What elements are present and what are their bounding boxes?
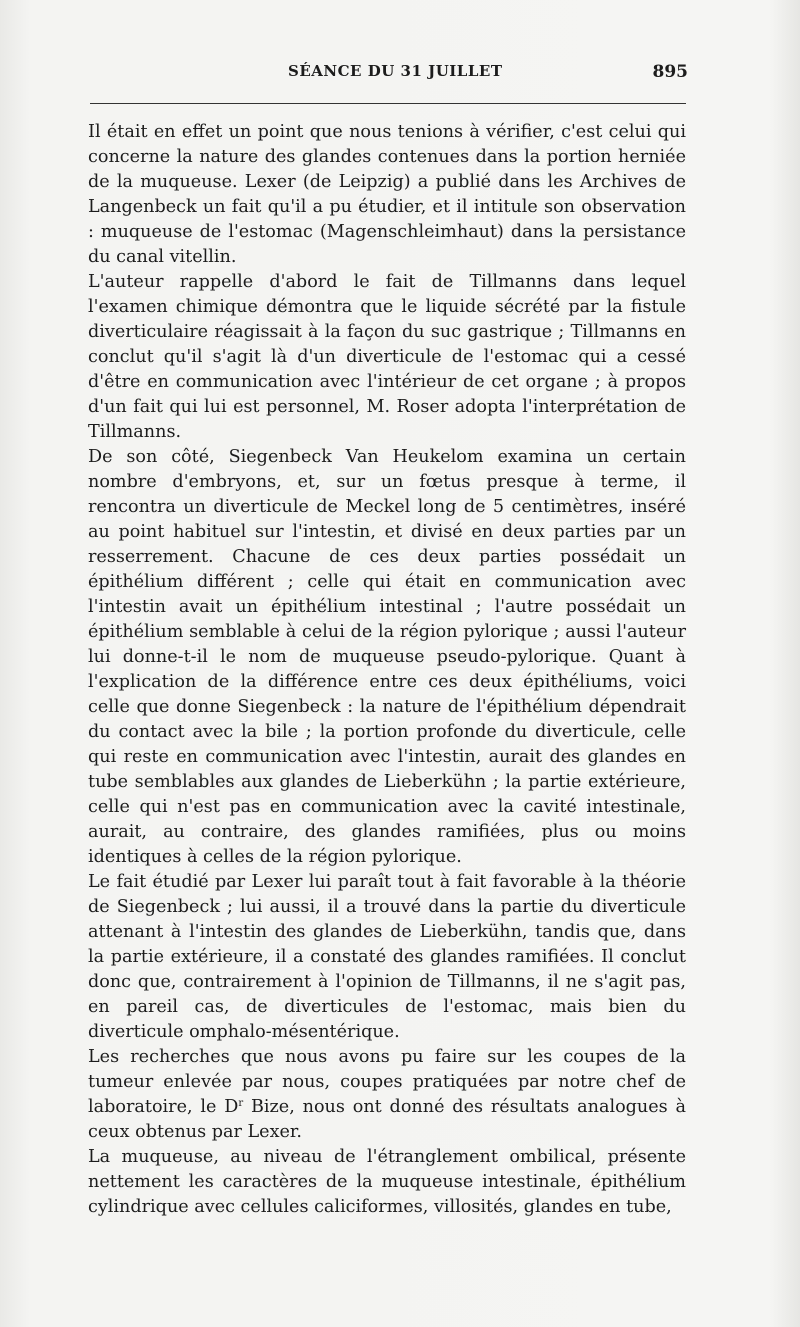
paragraph: Le fait étudié par Lexer lui paraît tout à fait favorable à la théorie de Siegenbeck ; lui aussi, il a trouvé dans la partie du diverticule attenant à l'intestin des glandes de Lieberkühn, tandis que, dans la partie extérieure, il a constaté des glandes ramifiées. Il conclut donc que, contrairement à l'opinion de Tillmanns, il ne s'agit pas, en pareil cas, de diverticules de l'estomac, mais bien du diverticule omphalo-mésentérique.: [88, 872, 686, 1042]
running-head: [88, 62, 688, 88]
paragraph: De son côté, Siegenbeck Van Heukelom examina un certain nombre d'embryons, et, sur un fœtus presque à terme, il rencontra un diverticule de Meckel long de 5 centimètres, inséré au point habituel sur l'intestin, et divisé en deux parties par un resserrement. Chacune de ces deux parties possédait un épithélium différent ; celle qui était en communication avec l'intestin avait un épithélium intestinal ; l'autre possédait un épithélium semblable à celui de la région pylorique ; aussi l'auteur lui donne-t-il le nom de muqueuse pseudo-pylorique. Quant à l'explication de la différence entre ces deux épithéliums, voici celle que donne Siegenbeck : la nature de l'épithélium dépendrait du contact avec la bile ; la portion profonde du diverticule, celle qui reste en communication avec l'intestin, aurait des glandes en tube semblables aux glandes de Lieberkühn ; la partie extérieure, celle qui n'est pas en communication avec la cavité intestinale, aurait, au contraire, des glandes ramifiées, plus ou moins identiques à celles de la région pylorique.: [88, 447, 686, 867]
superscript: r: [238, 1098, 244, 1109]
body-text: [88, 120, 686, 1220]
paragraph-text: Bize, nous ont donné des résultats analogues à ceux obtenus par Lexer.: [88, 1097, 687, 1142]
header-title: SÉANCE DU 31 JUILLET: [288, 62, 503, 80]
header-rule: [90, 103, 686, 104]
paragraph: Il était en effet un point que nous tenions à vérifier, c'est celui qui concerne la nature des glandes contenues dans la portion herniée de la muqueuse. Lexer (de Leipzig) a publié dans les Archives de Langenbeck un fait qu'il a pu étudier, et il intitule son observation : muqueuse de l'estomac (Magenschleimhaut) dans la persistance du canal vitellin.: [88, 122, 686, 267]
paragraph: L'auteur rappelle d'abord le fait de Tillmanns dans lequel l'examen chimique démontra que le liquide sécrété par la fistule diverticulaire réagissait à la façon du suc gastrique ; Tillmanns en conclut qu'il s'agit là d'un diverticule de l'estomac qui a cessé d'être en communication avec l'intérieur de cet organe ; à propos d'un fait qui lui est personnel, M. Roser adopta l'interprétation de Tillmanns.: [88, 272, 686, 442]
paragraph: La muqueuse, au niveau de l'étranglement ombilical, présente nettement les caractères de la muqueuse intestinale, épithélium cylindrique avec cellules caliciformes, villosités, glandes en tube,: [88, 1147, 686, 1217]
paragraph-text: Les recherches que nous avons pu faire sur les coupes de la tumeur enlevée par nous, coupes pratiquées par notre chef de laboratoire, le D: [88, 1047, 686, 1117]
page-number: 895: [652, 62, 688, 82]
paragraph: [88, 1045, 686, 1145]
